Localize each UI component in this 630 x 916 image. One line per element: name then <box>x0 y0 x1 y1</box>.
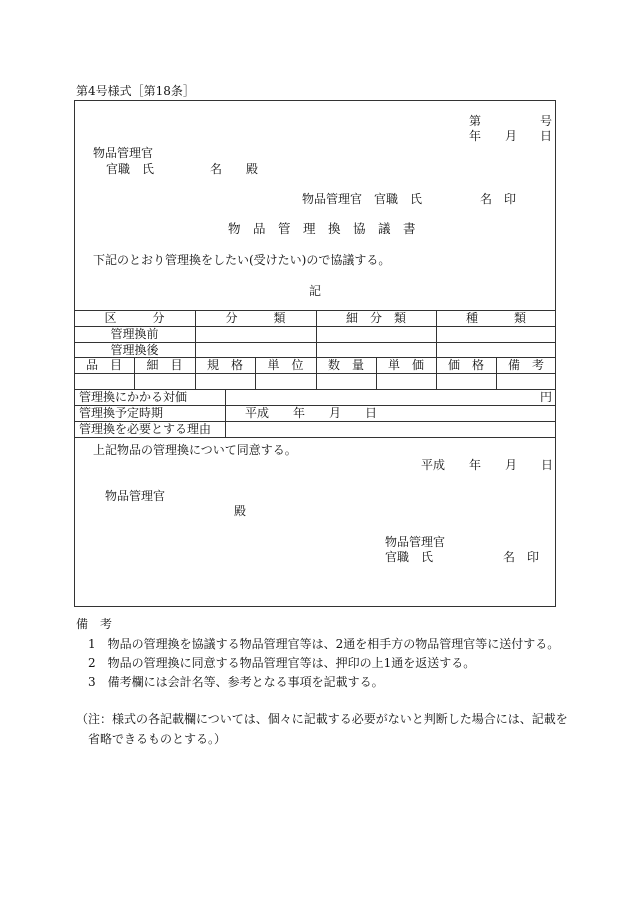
header-classification: 分 類 <box>225 311 286 325</box>
sender-name: 名 <box>480 192 493 206</box>
sender-label: 物品管理官 官職 氏 <box>302 192 423 206</box>
remark-item: 3 備考欄には会計名等、参考となる事項を記載する。 <box>88 675 384 689</box>
note-line: （注：様式の各記載欄については、個々に記載する必要がないと判断した場合には、記載を <box>76 712 568 726</box>
cost-label: 管理換にかかる対価 <box>79 390 188 404</box>
consent-from-seal: 印 <box>527 550 540 564</box>
intro-text: 下記のとおり管理換をしたい(受けたい)ので協議する。 <box>93 253 391 267</box>
consent-to-honorific: 殿 <box>234 504 247 518</box>
table-rule <box>74 437 556 438</box>
header-item: 品 目 <box>85 358 122 372</box>
addressee-title: 物品管理官 <box>93 146 154 160</box>
period-label: 管理換予定時期 <box>79 406 164 420</box>
date-year: 年 <box>469 129 482 143</box>
header-unit: 単 位 <box>267 358 304 372</box>
row-before: 管理換前 <box>110 327 159 341</box>
period-value: 平成 年 月 日 <box>245 406 378 420</box>
consent-to-title: 物品管理官 <box>105 489 166 503</box>
header-unit-price: 単 価 <box>387 358 424 372</box>
remarks-title: 備 考 <box>76 617 113 631</box>
reason-label: 管理換を必要とする理由 <box>79 422 212 436</box>
header-subclass: 細 分 類 <box>345 311 406 325</box>
consent-date: 平成 年 月 日 <box>421 458 554 472</box>
remark-item: 2 物品の管理換に同意する物品管理官等は、押印の上1通を返送する。 <box>88 656 476 670</box>
date-day: 日 <box>540 129 553 143</box>
addressee-name: 名 <box>210 162 223 176</box>
number-prefix: 第 <box>469 114 482 128</box>
consent-text: 上記物品の管理換について同意する。 <box>93 443 297 457</box>
header-price: 価 格 <box>447 358 484 372</box>
consent-from-post: 官職 氏 <box>385 550 434 564</box>
form-id: 第4号様式［第18条］ <box>76 84 195 98</box>
header-quantity: 数 量 <box>327 358 364 372</box>
table-rule <box>74 373 556 374</box>
document-title: 物 品 管 理 換 協 議 書 <box>228 221 416 236</box>
remark-item: 1 物品の管理換を協議する物品管理官等は、2通を相手方の物品管理官等に送付する。 <box>88 637 560 651</box>
table-rule <box>225 389 226 437</box>
addressee-honorific: 殿 <box>246 162 259 176</box>
date-month: 月 <box>505 129 518 143</box>
addressee-post: 官職 氏 <box>106 162 155 176</box>
header-type: 種 類 <box>465 311 526 325</box>
consent-from-title: 物品管理官 <box>385 535 446 549</box>
note-line: 省略できるものとする。） <box>88 732 227 746</box>
yen-label: 円 <box>540 390 553 404</box>
number-suffix: 号 <box>540 114 553 128</box>
consent-from-name: 名 <box>503 550 516 564</box>
header-category: 区 分 <box>104 311 165 325</box>
sender-seal: 印 <box>504 192 517 206</box>
ki-label: 記 <box>309 284 322 298</box>
header-remarks: 備 考 <box>507 358 544 372</box>
header-subitem: 細 目 <box>146 358 183 372</box>
header-spec: 規 格 <box>206 358 243 372</box>
row-after: 管理換後 <box>110 343 159 357</box>
